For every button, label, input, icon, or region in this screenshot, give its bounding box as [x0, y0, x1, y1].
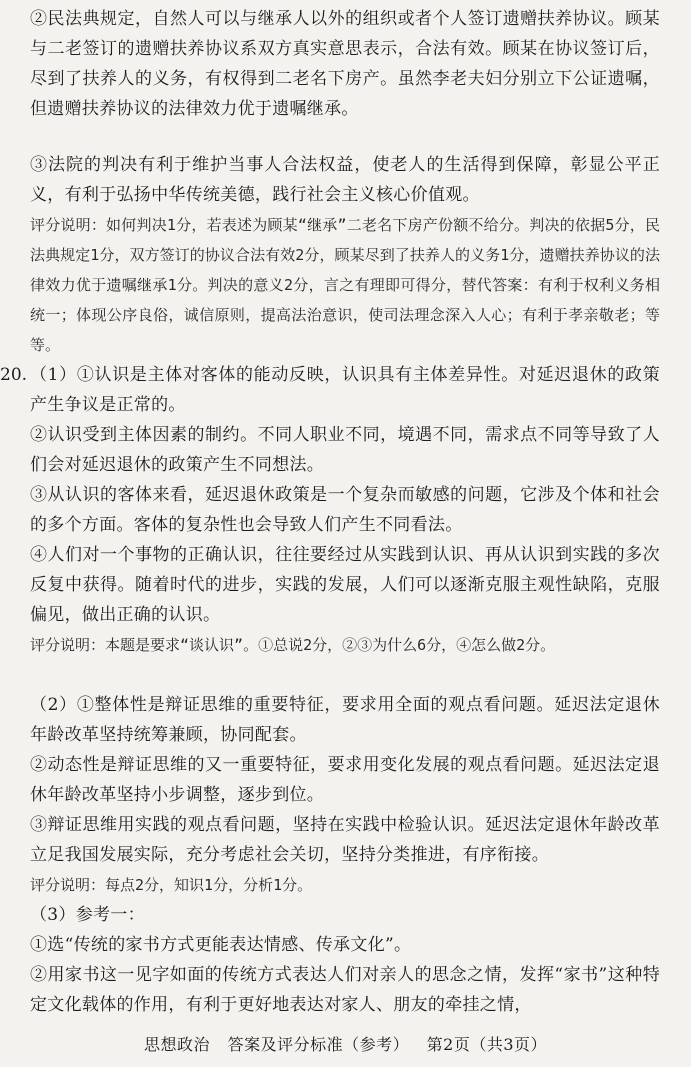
- answer-20-3-point-2: ②用家书这一见字如面的传统方式表达人们对亲人的思念之情，发挥“家书”这种特定文化载体的作用，有利于更好地表达对家人、朋友的牵挂之情，: [30, 965, 660, 1015]
- page-footer: [0, 1034, 691, 1056]
- answer-20-2-point-3: ③辩证思维用实践的观点看问题，坚持在实践中检验认识。延迟法定退休年龄改革立足我国发展实际，充分考虑社会关切，坚持分类推进，有序衔接。: [30, 815, 660, 865]
- answer-20-1-point-2: ②认识受到主体因素的制约。不同人职业不同，境遇不同，需求点不同等导致了人们会对延迟退休的政策产生不同想法。: [30, 425, 660, 475]
- answer-20-3-heading: （3）参考一：: [30, 905, 145, 925]
- footer-subject: 思想政治: [143, 1035, 210, 1054]
- scoring-note-19: 评分说明：如何判决1分，若表述为顾某“继承”二老名下房产份额不给分。判决的依据5分，民法典规定1分，双方签订的协议合法有效2分，顾某尽到了扶养人的义务1分，遗赠扶养协议的法律效力优于遗嘱继承1分。判决的意义2分，言之有理即可得分，替代答案：有利于权利义务相统一；体现公序良俗，诚信原则，提高法治意识，使司法理念深入人心；有利于孝亲敬老；等等。: [30, 216, 660, 354]
- answer-20-1-point-4: ④人们对一个事物的正确认识，往往要经过从实践到认识、再从认识到实践的多次反复中获得。随着时代的进步，实践的发展，人们可以逐渐克服主观性缺陷，克服偏见，做出正确的认识。: [30, 545, 660, 625]
- footer-title: 答案及评分标准（参考）: [227, 1035, 410, 1054]
- answer-paragraph-3: ③法院的判决有利于维护当事人合法权益，使老人的生活得到保障，彰显公平正义，有利于弘扬中华传统美德，践行社会主义核心价值观。: [30, 155, 660, 205]
- answer-paragraph-2: ②民法典规定，自然人可以与继承人以外的组织或者个人签订遗赠扶养协议。顾某与二老签订的遗赠扶养协议系双方真实意思表示，合法有效。顾某在协议签订后，尽到了扶养人的义务，有权得到二老名下房产。虽然李老夫妇分别立下公证遗嘱，但遗赠扶养协议的法律效力优于遗嘱继承。: [30, 9, 660, 119]
- scoring-note-20-2: 评分说明：每点2分，知识1分，分析1分。: [30, 876, 313, 894]
- scoring-note-20-1: 评分说明：本题是要求“谈认识”。①总说2分，②③为什么6分，④怎么做2分。: [30, 636, 556, 654]
- question-number-20: 20.: [0, 365, 28, 385]
- footer-page-number: 第2页（共3页）: [426, 1035, 548, 1054]
- answer-20-3-point-1: ①选“传统的家书方式更能表达情感、传承文化”。: [30, 935, 412, 955]
- answer-20-2-point-1: （2）①整体性是辩证思维的重要特征，要求用全面的观点看问题。延迟法定退休年龄改革坚持统筹兼顾，协同配套。: [30, 695, 660, 745]
- answer-20-1-point-3: ③从认识的客体来看，延迟退休政策是一个复杂而敏感的问题，它涉及个体和社会的多个方面。客体的复杂性也会导致人们产生不同看法。: [30, 485, 660, 535]
- answer-20-2-point-2: ②动态性是辩证思维的又一重要特征，要求用变化发展的观点看问题。延迟法定退休年龄改革坚持小步调整，逐步到位。: [30, 755, 660, 805]
- answer-20-1-point-1: （1）①认识是主体对客体的能动反映，认识具有主体差异性。对延迟退休的政策产生争议是正常的。: [30, 365, 660, 415]
